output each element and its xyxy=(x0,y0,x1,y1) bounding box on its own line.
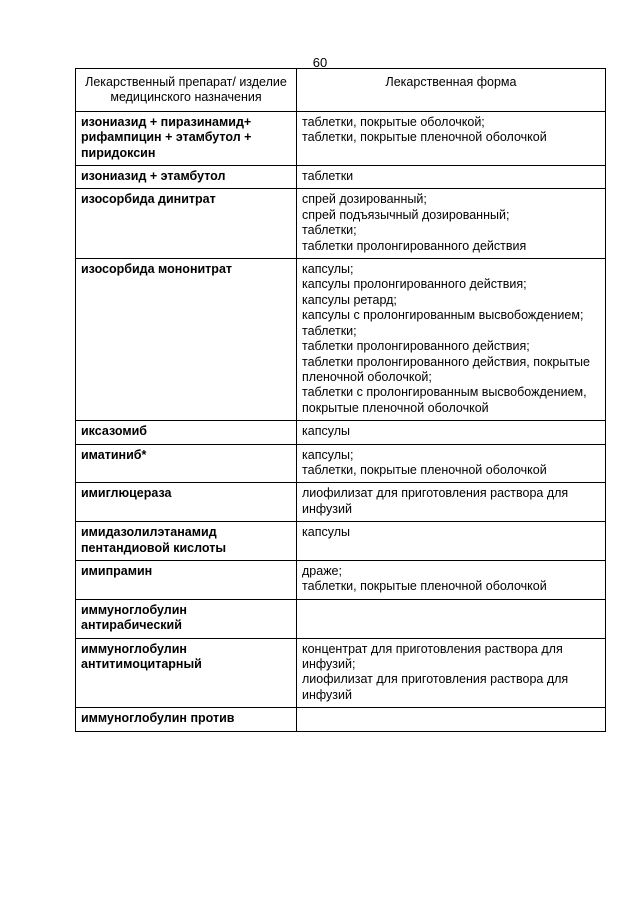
drug-name-cell: изониазид + пиразинамид+ рифампицин + этамбутол + пиридоксин xyxy=(76,111,297,165)
table-row xyxy=(76,599,606,638)
dosage-form-cell xyxy=(297,421,606,444)
table-row xyxy=(76,708,606,731)
dosage-form-item: капсулы; xyxy=(302,447,354,462)
dosage-form-item: капсулы xyxy=(302,424,350,439)
dosage-form-cell xyxy=(297,483,606,522)
dosage-form-item: таблетки; xyxy=(302,223,357,238)
drug-name-cell: иммуноглобулин антитимоцитарный xyxy=(76,638,297,708)
drug-name-cell: иксазомиб xyxy=(76,421,297,444)
drug-name-cell: иммуноглобулин против xyxy=(76,708,297,731)
table-row xyxy=(76,638,606,708)
table-row xyxy=(76,166,606,189)
table-row xyxy=(76,189,606,259)
table-row xyxy=(76,560,606,599)
dosage-form-item: капсулы ретард; xyxy=(302,292,397,307)
table-row xyxy=(76,259,606,421)
table-row xyxy=(76,483,606,522)
dosage-form-item: таблетки, покрытые пленочной оболочкой xyxy=(302,130,547,145)
dosage-form-item: концентрат для приготовления раствора для инфузий; xyxy=(302,641,563,671)
drug-name-cell: иммуноглобулин антирабический xyxy=(76,599,297,638)
dosage-form-item: таблетки пролонгированного действия, покрытые пленочной оболочкой; xyxy=(302,354,590,384)
dosage-form-item: таблетки xyxy=(302,169,354,184)
dosage-form-item: спрей дозированный; xyxy=(302,192,427,207)
dosage-form-item: капсулы xyxy=(302,525,350,540)
drug-name-cell: иматиниб* xyxy=(76,444,297,483)
dosage-form-cell xyxy=(297,560,606,599)
dosage-form-cell xyxy=(297,599,606,638)
drug-name-cell: имипрамин xyxy=(76,560,297,599)
dosage-form-item: таблетки; xyxy=(302,323,357,338)
drug-name-cell: изосорбида динитрат xyxy=(76,189,297,259)
table-body xyxy=(76,111,606,731)
dosage-form-cell xyxy=(297,189,606,259)
table-row xyxy=(76,522,606,561)
drug-name-cell: имиглюцераза xyxy=(76,483,297,522)
dosage-form-item: таблетки, покрытые пленочной оболочкой xyxy=(302,462,547,477)
dosage-form-item: лиофилизат для приготовления раствора для инфузий xyxy=(302,486,569,516)
dosage-form-cell xyxy=(297,522,606,561)
table-header-row xyxy=(76,69,606,112)
dosage-form-item: таблетки пролонгированного действия xyxy=(302,238,527,253)
drug-name-cell: изосорбида мононитрат xyxy=(76,259,297,421)
page-number: 60 xyxy=(312,55,328,70)
dosage-form-cell xyxy=(297,638,606,708)
dosage-form-item: таблетки с пролонгированным высвобождением, покрытые пленочной оболочкой xyxy=(302,385,587,415)
dosage-form-cell xyxy=(297,111,606,165)
table-row xyxy=(76,421,606,444)
dosage-form-cell xyxy=(297,444,606,483)
dosage-form-item: капсулы пролонгированного действия; xyxy=(302,277,527,292)
dosage-form-item: таблетки, покрытые пленочной оболочкой xyxy=(302,579,547,594)
dosage-form-cell xyxy=(297,708,606,731)
table-row xyxy=(76,444,606,483)
dosage-form-item: лиофилизат для приготовления раствора для инфузий xyxy=(302,672,569,702)
dosage-form-item: драже; xyxy=(302,563,342,578)
dosage-form-cell xyxy=(297,166,606,189)
table-row xyxy=(76,111,606,165)
dosage-form-item: таблетки пролонгированного действия; xyxy=(302,339,530,354)
dosage-form-cell xyxy=(297,259,606,421)
header-form: Лекарственная форма xyxy=(297,69,606,112)
dosage-form-item: таблетки, покрытые оболочкой; xyxy=(302,114,485,129)
header-drug: Лекарственный препарат/ изделие медицинского назначения xyxy=(76,69,297,112)
dosage-form-item: капсулы; xyxy=(302,262,354,277)
drug-name-cell: имидазолилэтанамид пентандиовой кислоты xyxy=(76,522,297,561)
drug-table xyxy=(75,68,606,732)
dosage-form-item: спрей подъязычный дозированный; xyxy=(302,207,510,222)
dosage-form-item: капсулы с пролонгированным высвобождением; xyxy=(302,308,584,323)
drug-name-cell: изониазид + этамбутол xyxy=(76,166,297,189)
